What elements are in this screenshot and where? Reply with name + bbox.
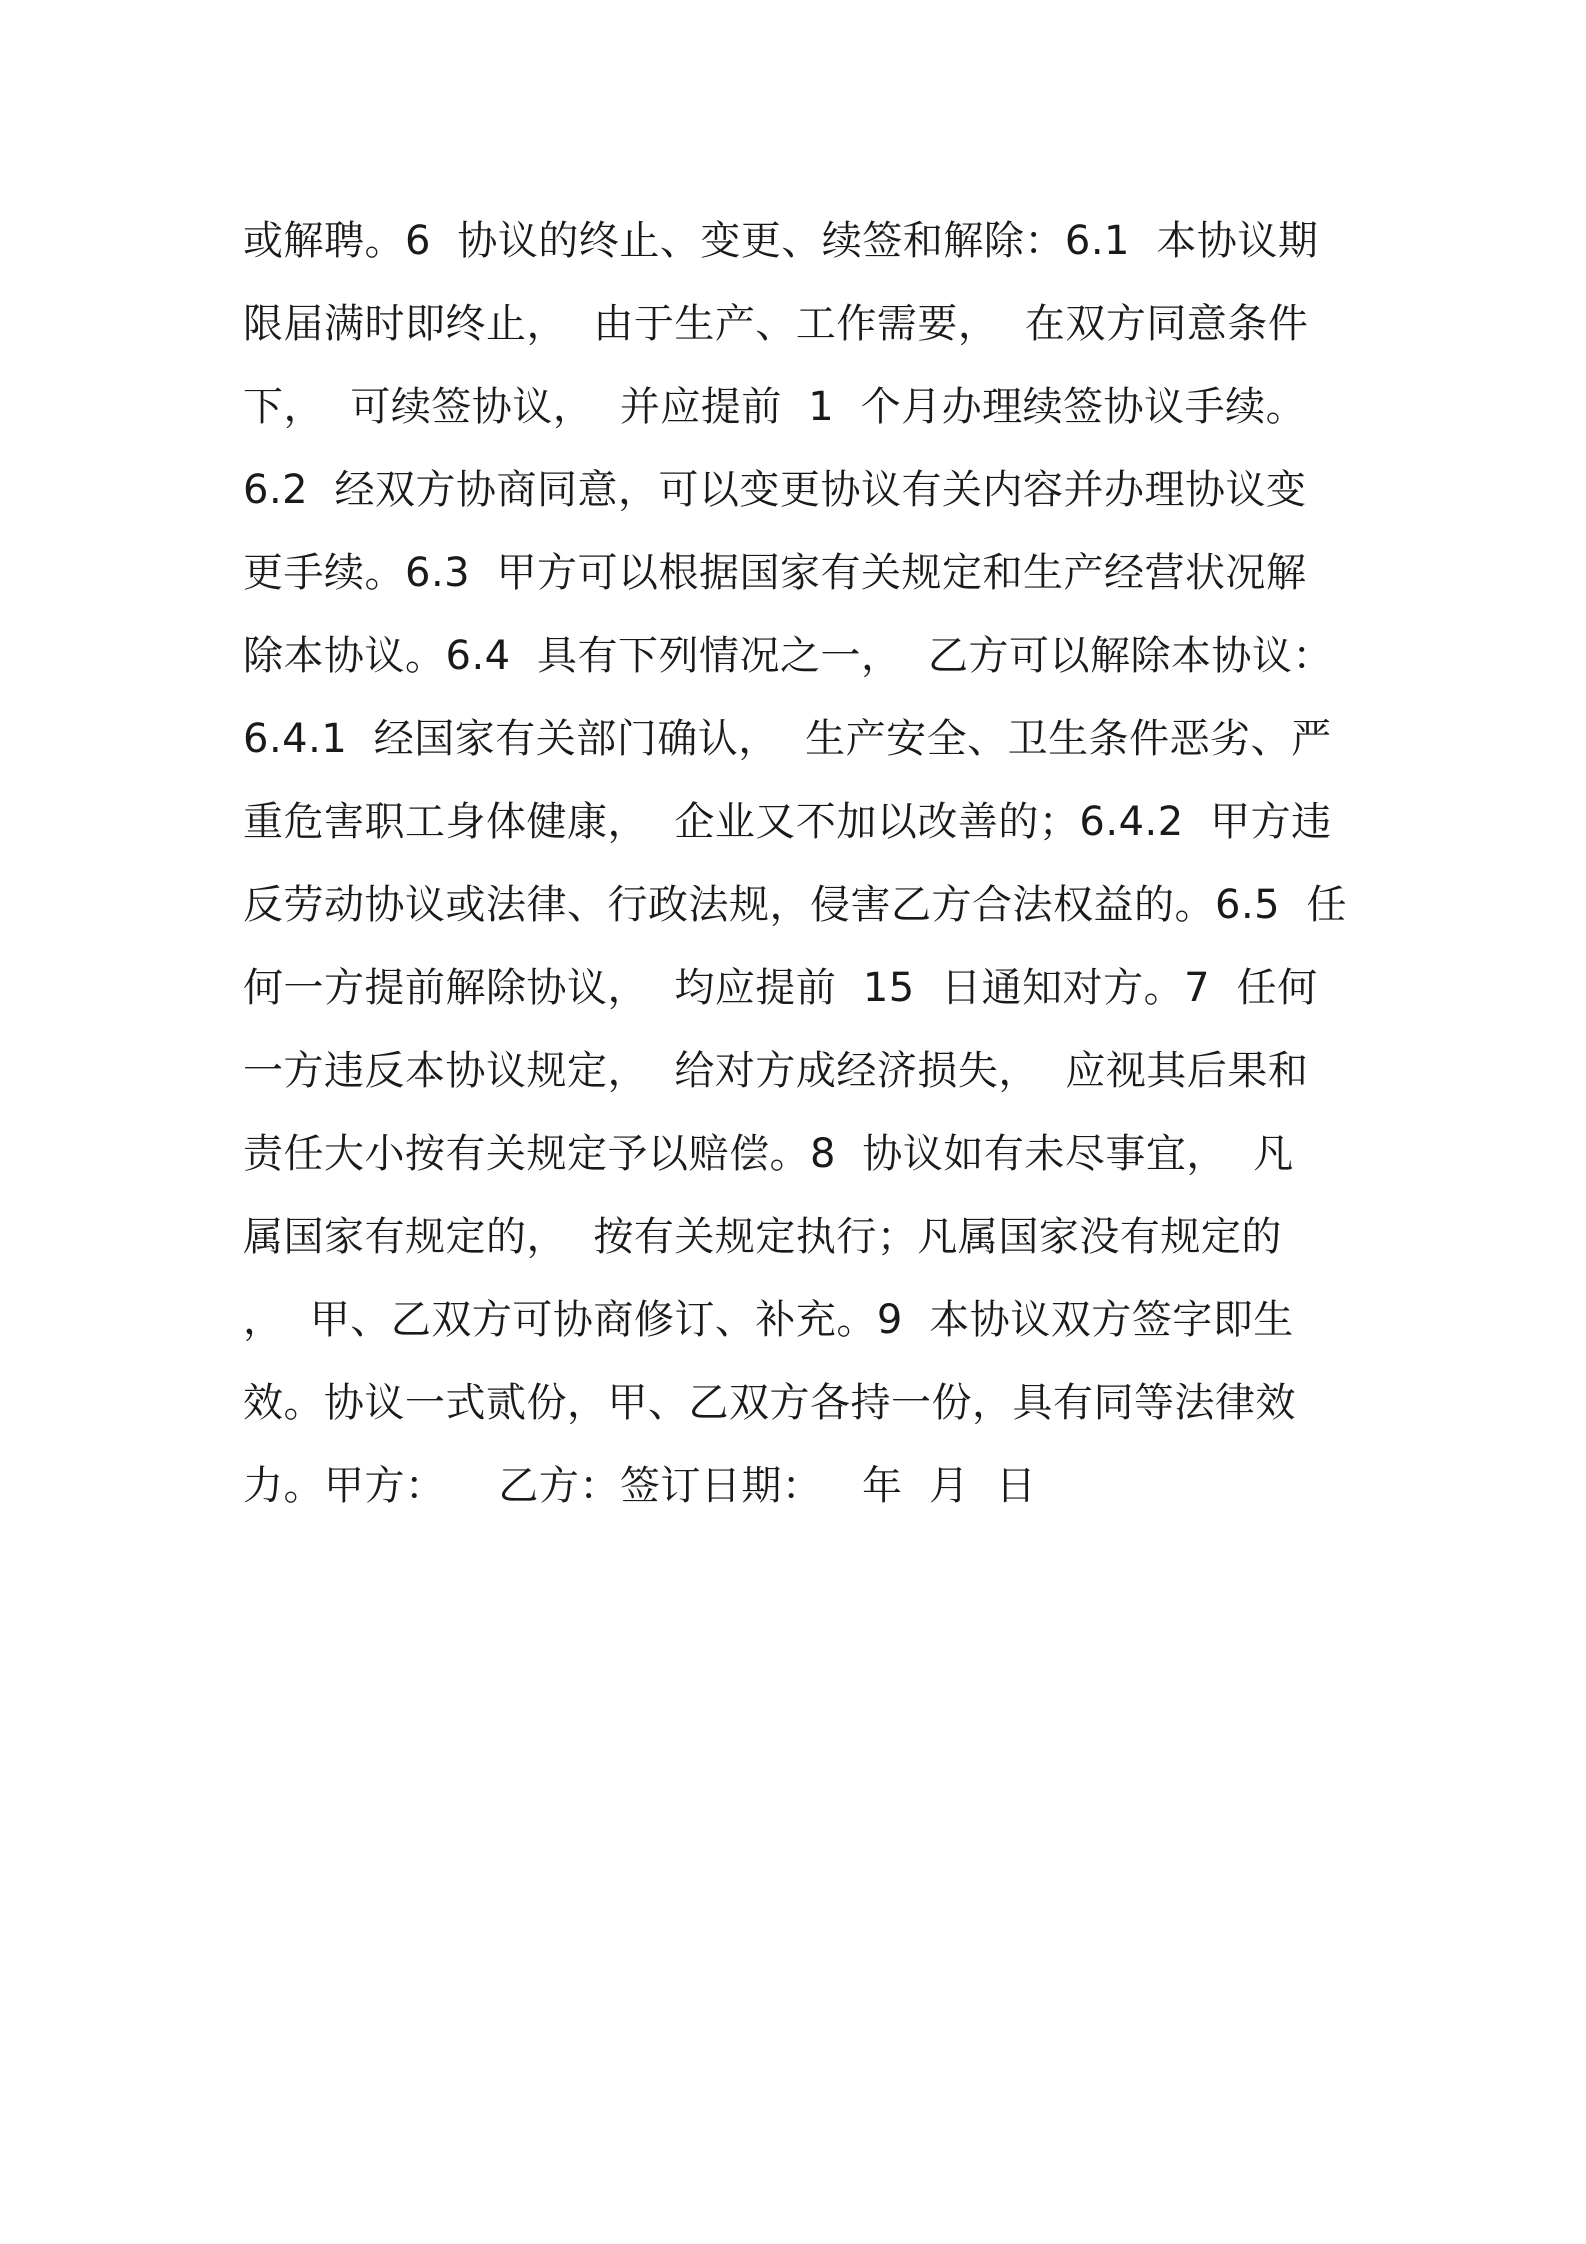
text-line: 重危害职工身体健康， 企业又不加以改善的；6.4.2 甲方违	[243, 799, 1332, 845]
signature-date-line: 力。甲方： 乙方：签订日期： 年 月 日	[243, 1463, 1037, 1509]
text-line: 效。协议一式贰份，甲、乙双方各持一份，具有同等法律效	[243, 1380, 1296, 1426]
text-line: 属国家有规定的， 按有关规定执行；凡属国家没有规定的	[243, 1214, 1282, 1260]
text-line: 一方违反本协议规定， 给对方成经济损失， 应视其后果和	[243, 1048, 1309, 1094]
text-line: 更手续。6.3 甲方可以根据国家有关规定和生产经营状况解	[243, 550, 1307, 596]
text-line: 或解聘。6 协议的终止、变更、续签和解除：6.1 本协议期	[243, 218, 1319, 264]
text-line: 限届满时即终止， 由于生产、工作需要， 在双方同意条件	[243, 301, 1309, 347]
text-line: 下， 可续签协议， 并应提前 1 个月办理续签协议手续。	[243, 384, 1307, 430]
text-line: 反劳动协议或法律、行政法规，侵害乙方合法权益的。6.5 任	[243, 882, 1348, 928]
text-line: ， 甲、乙双方可协商修订、补充。9 本协议双方签字即生	[243, 1297, 1294, 1343]
text-line: 何一方提前解除协议， 均应提前 15 日通知对方。7 任何	[243, 965, 1318, 1011]
agreement-body-text	[243, 200, 1363, 1528]
text-line: 6.4.1 经国家有关部门确认， 生产安全、卫生条件恶劣、严	[243, 716, 1332, 762]
text-line: 6.2 经双方协商同意，可以变更协议有关内容并办理协议变	[243, 467, 1307, 513]
text-line: 责任大小按有关规定予以赔偿。8 协议如有未尽事宜， 凡	[243, 1131, 1294, 1177]
text-line: 除本协议。6.4 具有下列情况之一， 乙方可以解除本协议：	[243, 633, 1333, 679]
